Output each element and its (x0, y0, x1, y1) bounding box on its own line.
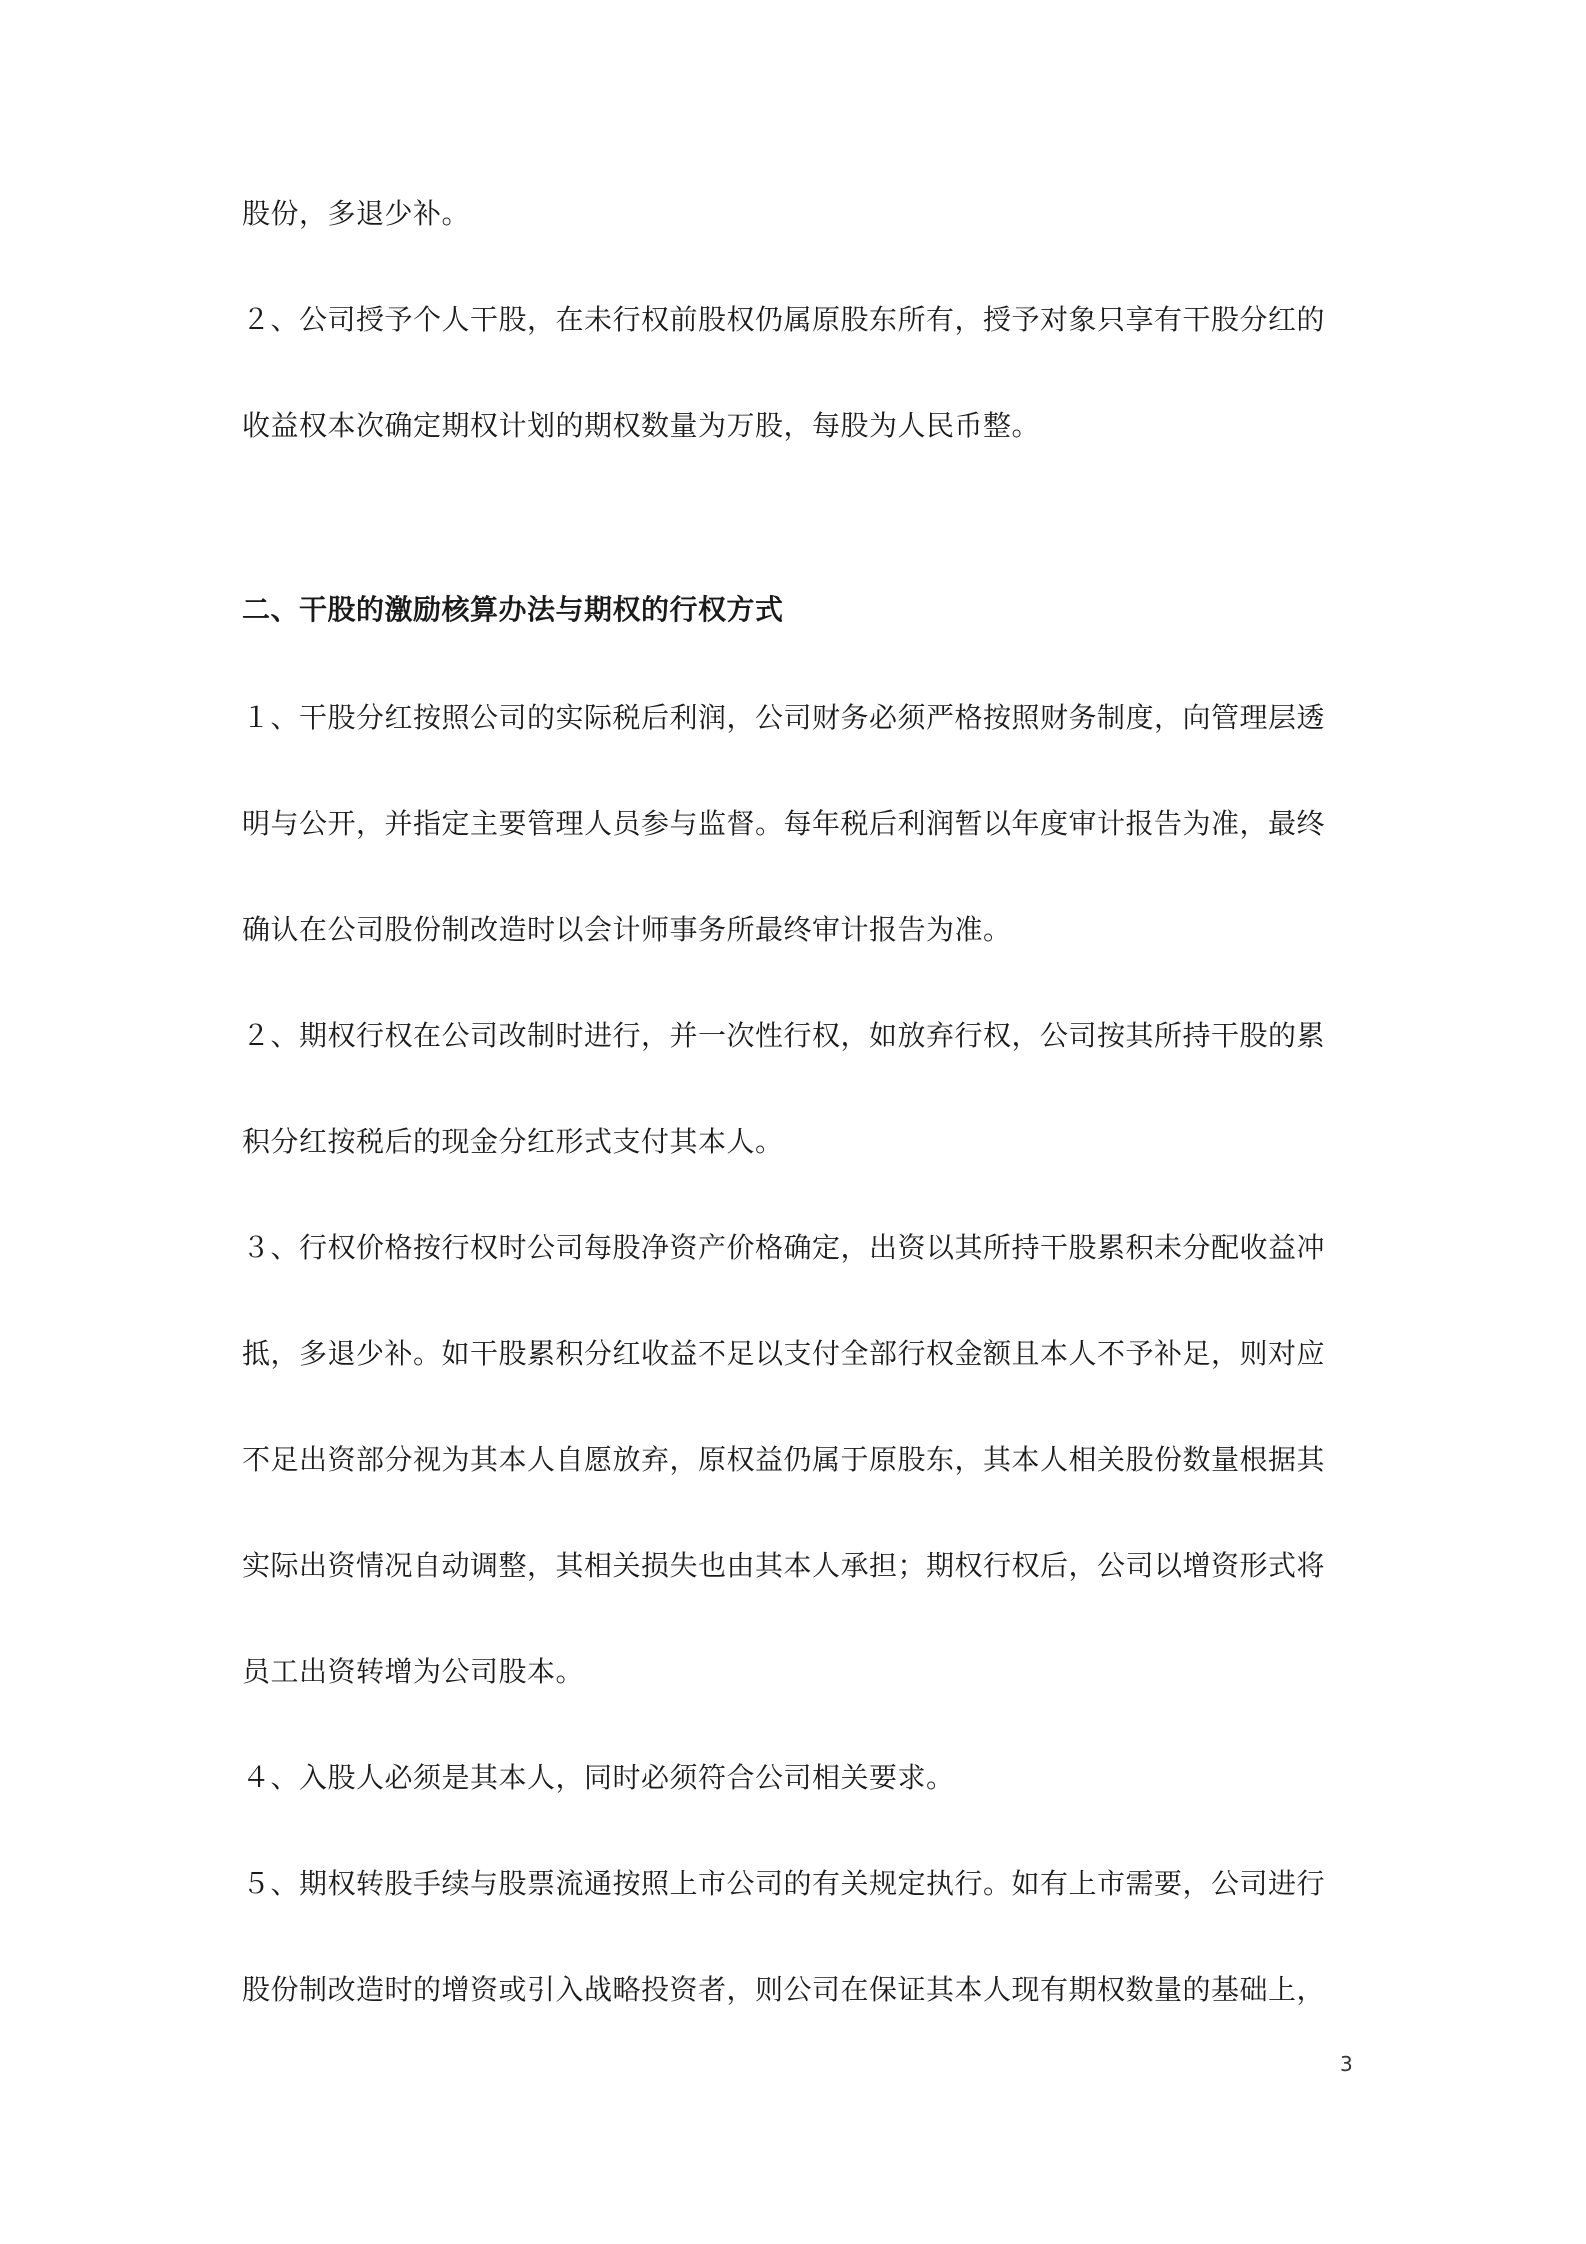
text-line-s2-item-1: １、干股分红按照公司的实际税后利润，公司财务必须严格按照财务制度，向管理层透 (242, 701, 1326, 734)
text-line-s2-item-2: ２、期权行权在公司改制时进行，并一次性行权，如放弃行权，公司按其所持干股的累 (242, 1019, 1326, 1052)
section-heading: 二、干股的激励核算办法与期权的行权方式 (242, 593, 784, 626)
text-line-s2-item-3-cont: 实际出资情况自动调整，其相关损失也由其本人承担；期权行权后，公司以增资形式将 (242, 1549, 1326, 1582)
text-line-s2-item-5-cont: 股份制改造时的增资或引入战略投资者，则公司在保证其本人现有期权数量的基础上， (242, 1973, 1326, 2006)
page-number: 3 (1340, 2052, 1353, 2076)
text-line-s2-item-3-cont: 不足出资部分视为其本人自愿放弃，原权益仍属于原股东，其本人相关股份数量根据其 (242, 1443, 1326, 1476)
text-line-s2-item-1-cont: 明与公开，并指定主要管理人员参与监督。每年税后利润暂以年度审计报告为准，最终 (242, 807, 1326, 840)
text-line-s2-item-2-cont: 积分红按税后的现金分红形式支付其本人。 (242, 1125, 784, 1158)
text-line-s2-item-3: ３、行权价格按行权时公司每股净资产价格确定，出资以其所持干股累积未分配收益冲 (242, 1231, 1326, 1264)
text-line-s2-item-3-cont: 抵，多退少补。如干股累积分红收益不足以支付全部行权金额且本人不予补足，则对应 (242, 1337, 1326, 1370)
text-line-s2-item-3-cont: 员工出资转增为公司股本。 (242, 1655, 585, 1688)
text-line-s2-item-4: ４、入股人必须是其本人，同时必须符合公司相关要求。 (242, 1761, 955, 1794)
text-line-s2-item-5: ５、期权转股手续与股票流通按照上市公司的有关规定执行。如有上市需要，公司进行 (242, 1867, 1326, 1900)
text-line-item-2: ２、公司授予个人干股，在未行权前股权仍属原股东所有，授予对象只享有干股分红的 (242, 303, 1326, 336)
text-line-item-2-cont: 收益权本次确定期权计划的期权数量为万股，每股为人民币整。 (242, 409, 1041, 442)
text-line-s2-item-1-cont: 确认在公司股份制改造时以会计师事务所最终审计报告为准。 (242, 913, 1012, 946)
text-line-continuation: 股份，多退少补。 (242, 197, 471, 230)
